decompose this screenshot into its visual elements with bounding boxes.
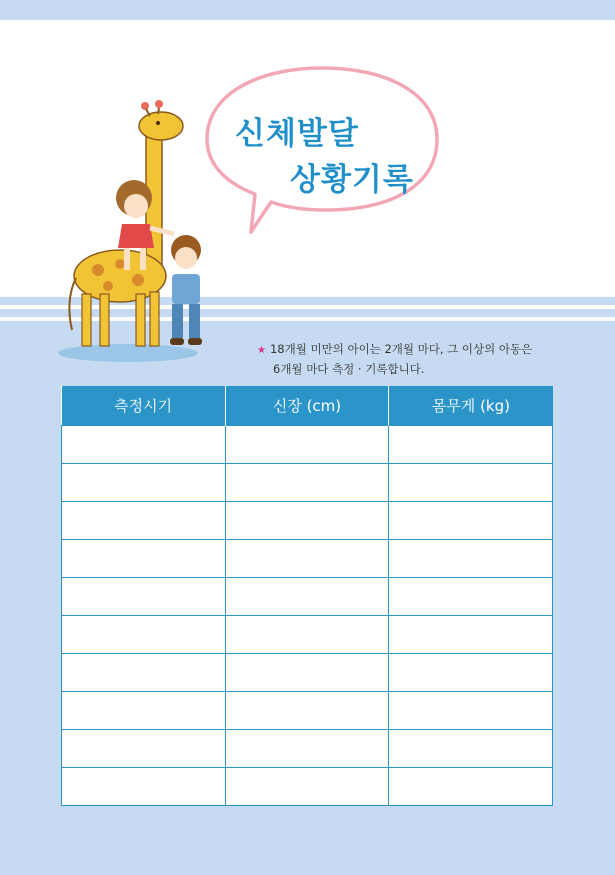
table-header-row (62, 386, 553, 426)
table-row (62, 730, 553, 768)
table-cell[interactable] (225, 692, 389, 730)
table-row (62, 578, 553, 616)
table-cell[interactable] (389, 730, 553, 768)
table-cell[interactable] (62, 654, 226, 692)
growth-record-table (61, 386, 553, 806)
table-cell[interactable] (389, 578, 553, 616)
table-row (62, 464, 553, 502)
title-line-2: 상황기록 (290, 162, 414, 198)
table-cell[interactable] (225, 616, 389, 654)
table-row (62, 616, 553, 654)
table-cell[interactable] (389, 540, 553, 578)
table-row (62, 768, 553, 806)
table-cell[interactable] (225, 464, 389, 502)
table-cell[interactable] (62, 730, 226, 768)
table-row (62, 692, 553, 730)
table-cell[interactable] (389, 616, 553, 654)
giraffe-children-illustration (58, 98, 218, 368)
table-body (62, 426, 553, 806)
table-cell[interactable] (62, 616, 226, 654)
table-cell[interactable] (389, 692, 553, 730)
table-cell[interactable] (62, 426, 226, 464)
table-cell[interactable] (225, 502, 389, 540)
table-cell[interactable] (389, 654, 553, 692)
table-cell[interactable] (389, 426, 553, 464)
top-band (0, 0, 615, 20)
note-line-1: 18개월 미만의 아이는 2개월 마다, 그 이상의 아동은 (269, 342, 533, 356)
table-cell[interactable] (62, 540, 226, 578)
table-cell[interactable] (62, 502, 226, 540)
header-weight: 몸무게 (kg) (389, 386, 553, 426)
measurement-note (257, 340, 577, 378)
table-cell[interactable] (62, 464, 226, 502)
header-height: 신장 (cm) (225, 386, 389, 426)
table-cell[interactable] (389, 768, 553, 806)
table-cell[interactable] (225, 768, 389, 806)
note-line-2: 6개월 마다 측정 · 기록합니다. (273, 362, 425, 376)
table-cell[interactable] (389, 502, 553, 540)
table-cell[interactable] (225, 654, 389, 692)
table-cell[interactable] (62, 578, 226, 616)
table-cell[interactable] (389, 464, 553, 502)
table-cell[interactable] (225, 540, 389, 578)
table-cell[interactable] (62, 692, 226, 730)
table-cell[interactable] (225, 578, 389, 616)
header-measurement-time: 측정시기 (62, 386, 226, 426)
table-row (62, 654, 553, 692)
title-line-1: 신체발달 (235, 116, 359, 152)
table-row (62, 502, 553, 540)
table-cell[interactable] (62, 768, 226, 806)
table-row (62, 540, 553, 578)
table-cell[interactable] (225, 426, 389, 464)
star-icon: ★ (257, 345, 266, 356)
table-cell[interactable] (225, 730, 389, 768)
table-row (62, 426, 553, 464)
